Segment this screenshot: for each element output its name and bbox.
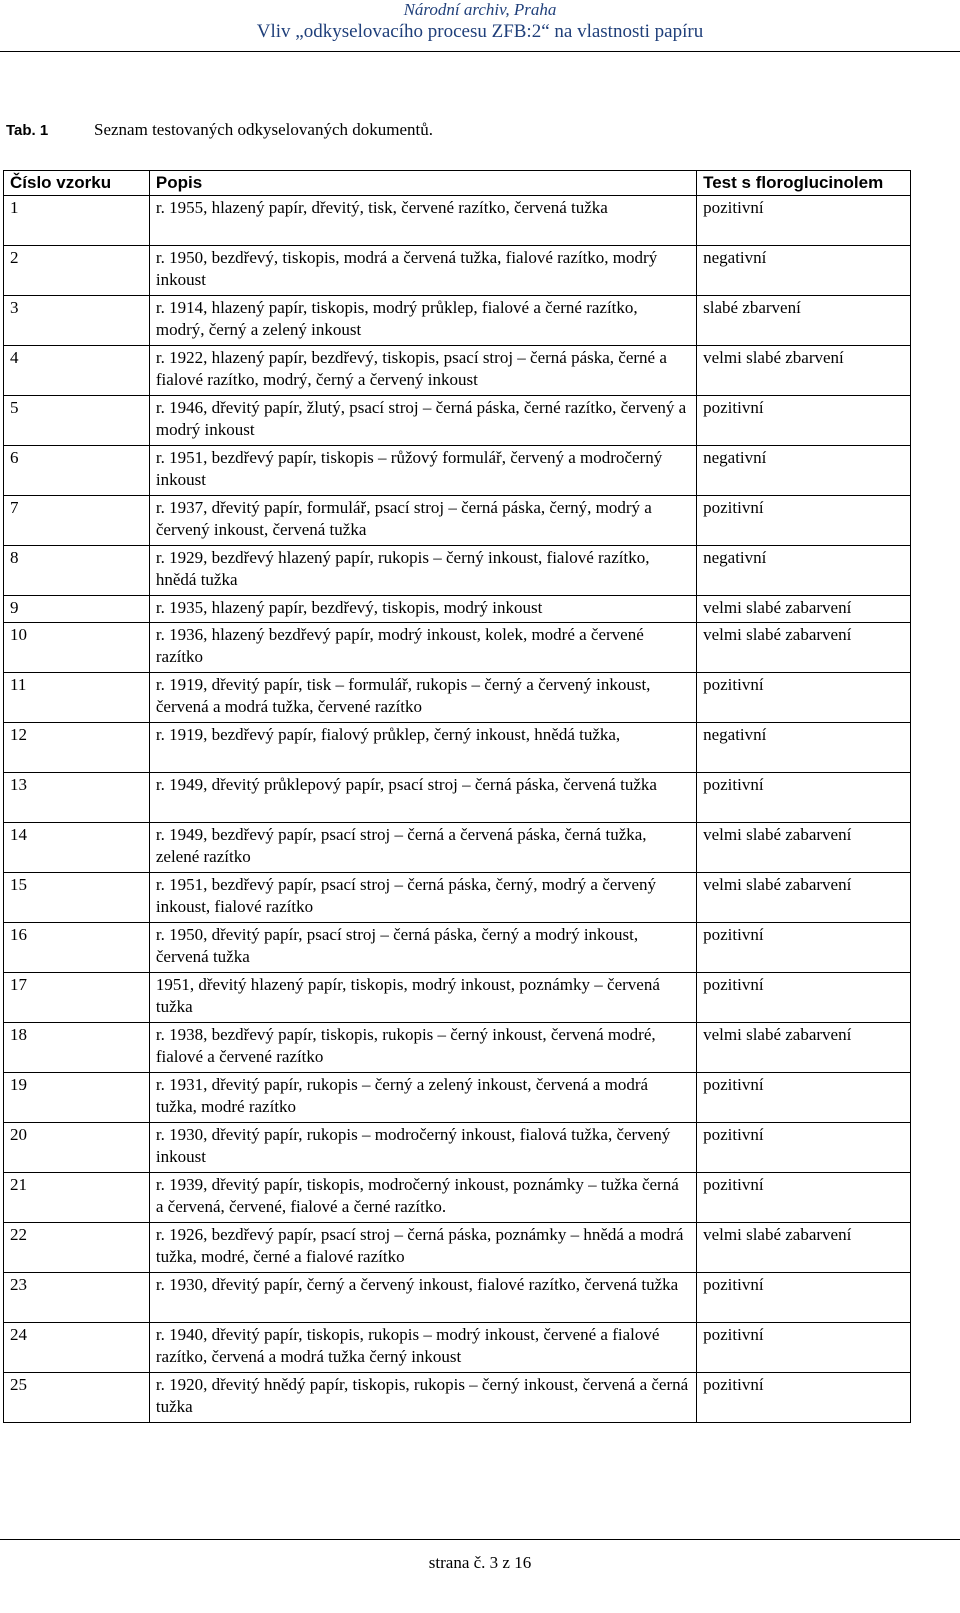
test-result-cell: negativní bbox=[697, 446, 911, 496]
test-result-cell: pozitivní bbox=[697, 773, 911, 823]
table-row bbox=[4, 1073, 911, 1123]
table-row bbox=[4, 823, 911, 873]
test-result-cell: pozitivní bbox=[697, 496, 911, 546]
sample-number-cell: 11 bbox=[4, 673, 150, 723]
document-title: Vliv „odkyselovacího procesu ZFB:2“ na vlastnosti papíru bbox=[256, 21, 704, 42]
test-result-cell: slabé zbarvení bbox=[697, 296, 911, 346]
sample-number-cell: 13 bbox=[4, 773, 150, 823]
table-row bbox=[4, 773, 911, 823]
sample-number-cell: 16 bbox=[4, 923, 150, 973]
description-cell: r. 1950, dřevitý papír, psací stroj – černá páska, černý a modrý inkoust, červená tužka bbox=[149, 923, 696, 973]
table-caption-text: Seznam testovaných odkyselovaných dokumentů. bbox=[94, 120, 433, 139]
column-header-phloroglucinol-test: Test s floroglucinolem bbox=[697, 171, 911, 196]
description-cell: r. 1939, dřevitý papír, tiskopis, modročerný inkoust, poznámky – tužka černá a červená, červené, fialové a černé razítko. bbox=[149, 1173, 696, 1223]
test-result-cell: negativní bbox=[697, 246, 911, 296]
table-row bbox=[4, 446, 911, 496]
description-cell: r. 1919, bezdřevý papír, fialový průklep, černý inkoust, hnědá tužka, bbox=[149, 723, 696, 773]
test-result-cell: pozitivní bbox=[697, 1073, 911, 1123]
test-result-cell: velmi slabé zbarvení bbox=[697, 346, 911, 396]
table-row bbox=[4, 546, 911, 596]
description-cell: r. 1951, bezdřevý papír, tiskopis – růžový formulář, červený a modročerný inkoust bbox=[149, 446, 696, 496]
table-row bbox=[4, 1173, 911, 1223]
test-result-cell: pozitivní bbox=[697, 196, 911, 246]
column-header-description: Popis bbox=[149, 171, 696, 196]
test-result-cell: velmi slabé zabarvení bbox=[697, 873, 911, 923]
description-cell: r. 1937, dřevitý papír, formulář, psací stroj – černá páska, černý, modrý a červený inkoust, červená tužka bbox=[149, 496, 696, 546]
description-cell: r. 1946, dřevitý papír, žlutý, psací stroj – černá páska, černé razítko, červený a modrý inkoust bbox=[149, 396, 696, 446]
table-row bbox=[4, 496, 911, 546]
sample-number-cell: 18 bbox=[4, 1023, 150, 1073]
sample-number-cell: 12 bbox=[4, 723, 150, 773]
sample-number-cell: 25 bbox=[4, 1373, 150, 1423]
description-cell: r. 1920, dřevitý hnědý papír, tiskopis, rukopis – černý inkoust, červená a černá tužka bbox=[149, 1373, 696, 1423]
description-cell: r. 1940, dřevitý papír, tiskopis, rukopis – modrý inkoust, červené a fialové razítko, červená a modrá tužka černý inkoust bbox=[149, 1323, 696, 1373]
test-result-cell: pozitivní bbox=[697, 1373, 911, 1423]
documents-table bbox=[3, 170, 911, 1423]
test-result-cell: velmi slabé zabarvení bbox=[697, 823, 911, 873]
test-result-cell: pozitivní bbox=[697, 973, 911, 1023]
test-result-cell: velmi slabé zabarvení bbox=[697, 1223, 911, 1273]
table-row bbox=[4, 1373, 911, 1423]
test-result-cell: velmi slabé zabarvení bbox=[697, 596, 911, 623]
sample-number-cell: 5 bbox=[4, 396, 150, 446]
table-row bbox=[4, 396, 911, 446]
description-cell: r. 1950, bezdřevý, tiskopis, modrá a červená tužka, fialové razítko, modrý inkoust bbox=[149, 246, 696, 296]
sample-number-cell: 8 bbox=[4, 546, 150, 596]
table-row bbox=[4, 1223, 911, 1273]
description-cell: 1951, dřevitý hlazený papír, tiskopis, modrý inkoust, poznámky – červená tužka bbox=[149, 973, 696, 1023]
description-cell: r. 1919, dřevitý papír, tisk – formulář, rukopis – černý a červený inkoust, červená a modrá tužka, červené razítko bbox=[149, 673, 696, 723]
table-row bbox=[4, 1123, 911, 1173]
table-row bbox=[4, 1273, 911, 1323]
footer-divider bbox=[0, 1539, 960, 1540]
sample-number-cell: 21 bbox=[4, 1173, 150, 1223]
test-result-cell: velmi slabé zabarvení bbox=[697, 623, 911, 673]
sample-number-cell: 19 bbox=[4, 1073, 150, 1123]
sample-number-cell: 22 bbox=[4, 1223, 150, 1273]
sample-number-cell: 4 bbox=[4, 346, 150, 396]
page-header bbox=[0, 0, 960, 44]
description-cell: r. 1922, hlazený papír, bezdřevý, tiskopis, psací stroj – černá páska, černé a fialové razítko, modrý, černý a červený inkoust bbox=[149, 346, 696, 396]
sample-number-cell: 2 bbox=[4, 246, 150, 296]
sample-number-cell: 3 bbox=[4, 296, 150, 346]
page-number: strana č. 3 z 16 bbox=[428, 1553, 532, 1572]
description-cell: r. 1949, bezdřevý papír, psací stroj – černá a červená páska, černá tužka, zelené razítko bbox=[149, 823, 696, 873]
test-result-cell: negativní bbox=[697, 546, 911, 596]
sample-number-cell: 17 bbox=[4, 973, 150, 1023]
test-result-cell: pozitivní bbox=[697, 1123, 911, 1173]
table-row bbox=[4, 623, 911, 673]
description-cell: r. 1929, bezdřevý hlazený papír, rukopis – černý inkoust, fialové razítko, hnědá tužka bbox=[149, 546, 696, 596]
description-cell: r. 1949, dřevitý průklepový papír, psací stroj – černá páska, červená tužka bbox=[149, 773, 696, 823]
archive-name: Národní archiv, Praha bbox=[403, 0, 557, 19]
test-result-cell: pozitivní bbox=[697, 673, 911, 723]
description-cell: r. 1935, hlazený papír, bezdřevý, tiskopis, modrý inkoust bbox=[149, 596, 696, 623]
test-result-cell: negativní bbox=[697, 723, 911, 773]
table-row bbox=[4, 923, 911, 973]
description-cell: r. 1938, bezdřevý papír, tiskopis, rukopis – černý inkoust, červená modré, fialové a červené razítko bbox=[149, 1023, 696, 1073]
test-result-cell: pozitivní bbox=[697, 1323, 911, 1373]
sample-number-cell: 14 bbox=[4, 823, 150, 873]
sample-number-cell: 1 bbox=[4, 196, 150, 246]
description-cell: r. 1914, hlazený papír, tiskopis, modrý průklep, fialové a černé razítko, modrý, černý a zelený inkoust bbox=[149, 296, 696, 346]
table-row bbox=[4, 973, 911, 1023]
sample-number-cell: 10 bbox=[4, 623, 150, 673]
description-cell: r. 1936, hlazený bezdřevý papír, modrý inkoust, kolek, modré a červené razítko bbox=[149, 623, 696, 673]
test-result-cell: velmi slabé zabarvení bbox=[697, 1023, 911, 1073]
table-body bbox=[4, 196, 911, 1423]
sample-number-cell: 15 bbox=[4, 873, 150, 923]
description-cell: r. 1951, bezdřevý papír, psací stroj – černá páska, černý, modrý a červený inkoust, fialové razítko bbox=[149, 873, 696, 923]
header-divider bbox=[0, 51, 960, 52]
table-caption-label: Tab. 1 bbox=[6, 122, 49, 139]
test-result-cell: pozitivní bbox=[697, 923, 911, 973]
table-row bbox=[4, 296, 911, 346]
test-result-cell: pozitivní bbox=[697, 1173, 911, 1223]
table-row bbox=[4, 346, 911, 396]
table-row bbox=[4, 196, 911, 246]
column-header-sample-number: Číslo vzorku bbox=[4, 171, 150, 196]
description-cell: r. 1930, dřevitý papír, rukopis – modročerný inkoust, fialová tužka, červený inkoust bbox=[149, 1123, 696, 1173]
table-row bbox=[4, 1023, 911, 1073]
sample-number-cell: 24 bbox=[4, 1323, 150, 1373]
description-cell: r. 1931, dřevitý papír, rukopis – černý a zelený inkoust, červená a modrá tužka, modré razítko bbox=[149, 1073, 696, 1123]
sample-number-cell: 23 bbox=[4, 1273, 150, 1323]
table-row bbox=[4, 246, 911, 296]
description-cell: r. 1926, bezdřevý papír, psací stroj – černá páska, poznámky – hnědá a modrá tužka, modré, černé a fialové razítko bbox=[149, 1223, 696, 1273]
sample-number-cell: 9 bbox=[4, 596, 150, 623]
description-cell: r. 1930, dřevitý papír, černý a červený inkoust, fialové razítko, červená tužka bbox=[149, 1273, 696, 1323]
sample-number-cell: 20 bbox=[4, 1123, 150, 1173]
sample-number-cell: 7 bbox=[4, 496, 150, 546]
test-result-cell: pozitivní bbox=[697, 396, 911, 446]
table-row bbox=[4, 723, 911, 773]
test-result-cell: pozitivní bbox=[697, 1273, 911, 1323]
description-cell: r. 1955, hlazený papír, dřevitý, tisk, červené razítko, červená tužka bbox=[149, 196, 696, 246]
table-row bbox=[4, 673, 911, 723]
table-row bbox=[4, 1323, 911, 1373]
table-header-row bbox=[4, 171, 911, 196]
table-row bbox=[4, 873, 911, 923]
table-caption bbox=[6, 119, 433, 142]
table-row bbox=[4, 596, 911, 623]
sample-number-cell: 6 bbox=[4, 446, 150, 496]
